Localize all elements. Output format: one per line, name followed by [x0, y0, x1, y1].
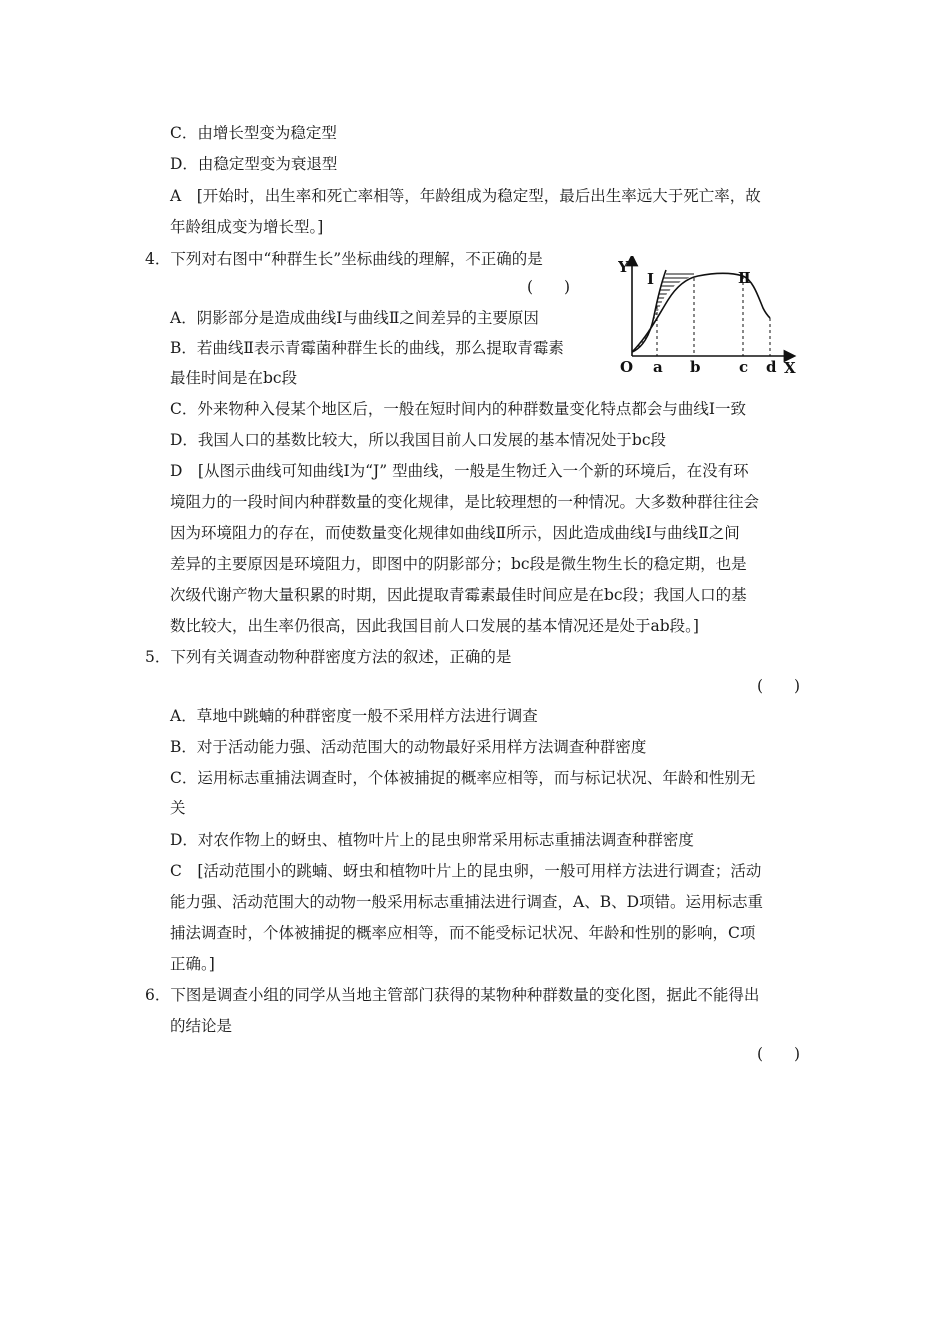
q5-answer-line-2: 能力强、活动范围大的动物一般采用标志重捕法进行调查，A、B、D项错。运用标志重	[170, 893, 764, 911]
q5-option-d: D．对农作物上的蚜虫、植物叶片上的昆虫卵常采用标志重捕法调查种群密度	[170, 831, 694, 849]
q4-answer-line-6: 数比较大，出生率仍很高，因此我国目前人口发展的基本情况还是处于ab段。]	[170, 617, 699, 635]
q4-answer-line-2: 境阻力的一段时间内种群数量的变化规律，是比较理想的一种情况。大多数种群往往会	[170, 493, 760, 511]
q3-answer-line-1: A [开始时，出生率和死亡率相等，年龄组成为稳定型，最后出生率远大于死亡率，故	[170, 187, 761, 205]
q3-option-d: D．由稳定型变为衰退型	[170, 155, 338, 173]
q4-answer-line-3: 因为环境阻力的存在，而使数量变化规律如曲线Ⅱ所示，因此造成曲线Ⅰ与曲线Ⅱ之间	[170, 524, 740, 542]
tick-a-label: a	[653, 358, 663, 376]
q5-answer-blank: ( )	[757, 677, 801, 695]
tick-d-label: d	[766, 358, 777, 376]
q5-option-a: A．草地中跳蝻的种群密度一般不采用样方法进行调查	[170, 707, 538, 725]
curve-ii-label: Ⅱ	[738, 269, 751, 287]
q5-answer-line-1: C [活动范围小的跳蝻、蚜虫和植物叶片上的昆虫卵，一般可用样方法进行调查；活动	[170, 862, 762, 880]
x-axis-label: X	[784, 359, 796, 377]
q5-option-c-line-2: 关	[170, 799, 186, 817]
population-growth-figure	[618, 256, 818, 378]
q6-stem-line-2: 的结论是	[170, 1017, 233, 1035]
q4-option-c: C．外来物种入侵某个地区后，一般在短时间内的种群数量变化特点都会与曲线Ⅰ一致	[170, 400, 746, 418]
q3-option-c: C．由增长型变为稳定型	[170, 124, 337, 142]
q5-option-c-line-1: C．运用标志重捕法调查时，个体被捕捉的概率应相等，而与标记状况、年龄和性别无	[170, 769, 756, 787]
q5-stem: 5．下列有关调查动物种群密度方法的叙述，正确的是	[145, 648, 512, 666]
growth-curve-diagram	[618, 256, 818, 378]
q4-answer-line-1: D [从图示曲线可知曲线Ⅰ为“J” 型曲线，一般是生物迁入一个新的环境后，在没有环	[170, 462, 749, 480]
tick-b-label: b	[690, 358, 701, 376]
q5-answer-line-4: 正确。]	[170, 955, 215, 973]
q3-answer-line-2: 年龄组成变为增长型。]	[170, 218, 324, 236]
q6-answer-blank: ( )	[757, 1045, 801, 1063]
y-axis-label: Y	[618, 258, 629, 276]
origin-label: O	[620, 358, 634, 376]
q4-answer-blank: ( )	[527, 278, 571, 296]
tick-c-label: c	[739, 358, 749, 376]
curve-i-label: Ⅰ	[647, 270, 655, 288]
q4-option-d: D．我国人口的基数比较大，所以我国目前人口发展的基本情况处于bc段	[170, 431, 667, 449]
q4-answer-line-4: 差异的主要原因是环境阻力，即图中的阴影部分；bc段是微生物生长的稳定期，也是	[170, 555, 747, 573]
q4-option-b-line-1: B．若曲线Ⅱ表示青霉菌种群生长的曲线，那么提取青霉素	[170, 339, 564, 357]
q5-answer-line-3: 捕法调查时，个体被捕捉的概率应相等，而不能受标记状况、年龄和性别的影响，C项	[170, 924, 756, 942]
q4-stem: 4．下列对右图中“种群生长”坐标曲线的理解，不正确的是	[145, 250, 543, 268]
q4-option-a: A．阴影部分是造成曲线Ⅰ与曲线Ⅱ之间差异的主要原因	[170, 309, 539, 327]
q4-option-b-line-2: 最佳时间是在bc段	[170, 369, 298, 387]
q6-stem-line-1: 6．下图是调查小组的同学从当地主管部门获得的某物种种群数量的变化图，据此不能得出	[145, 986, 760, 1004]
q4-answer-line-5: 次级代谢产物大量积累的时期，因此提取青霉素最佳时间应是在bc段；我国人口的基	[170, 586, 747, 604]
q5-option-b: B．对于活动能力强、活动范围大的动物最好采用样方法调查种群密度	[170, 738, 647, 756]
